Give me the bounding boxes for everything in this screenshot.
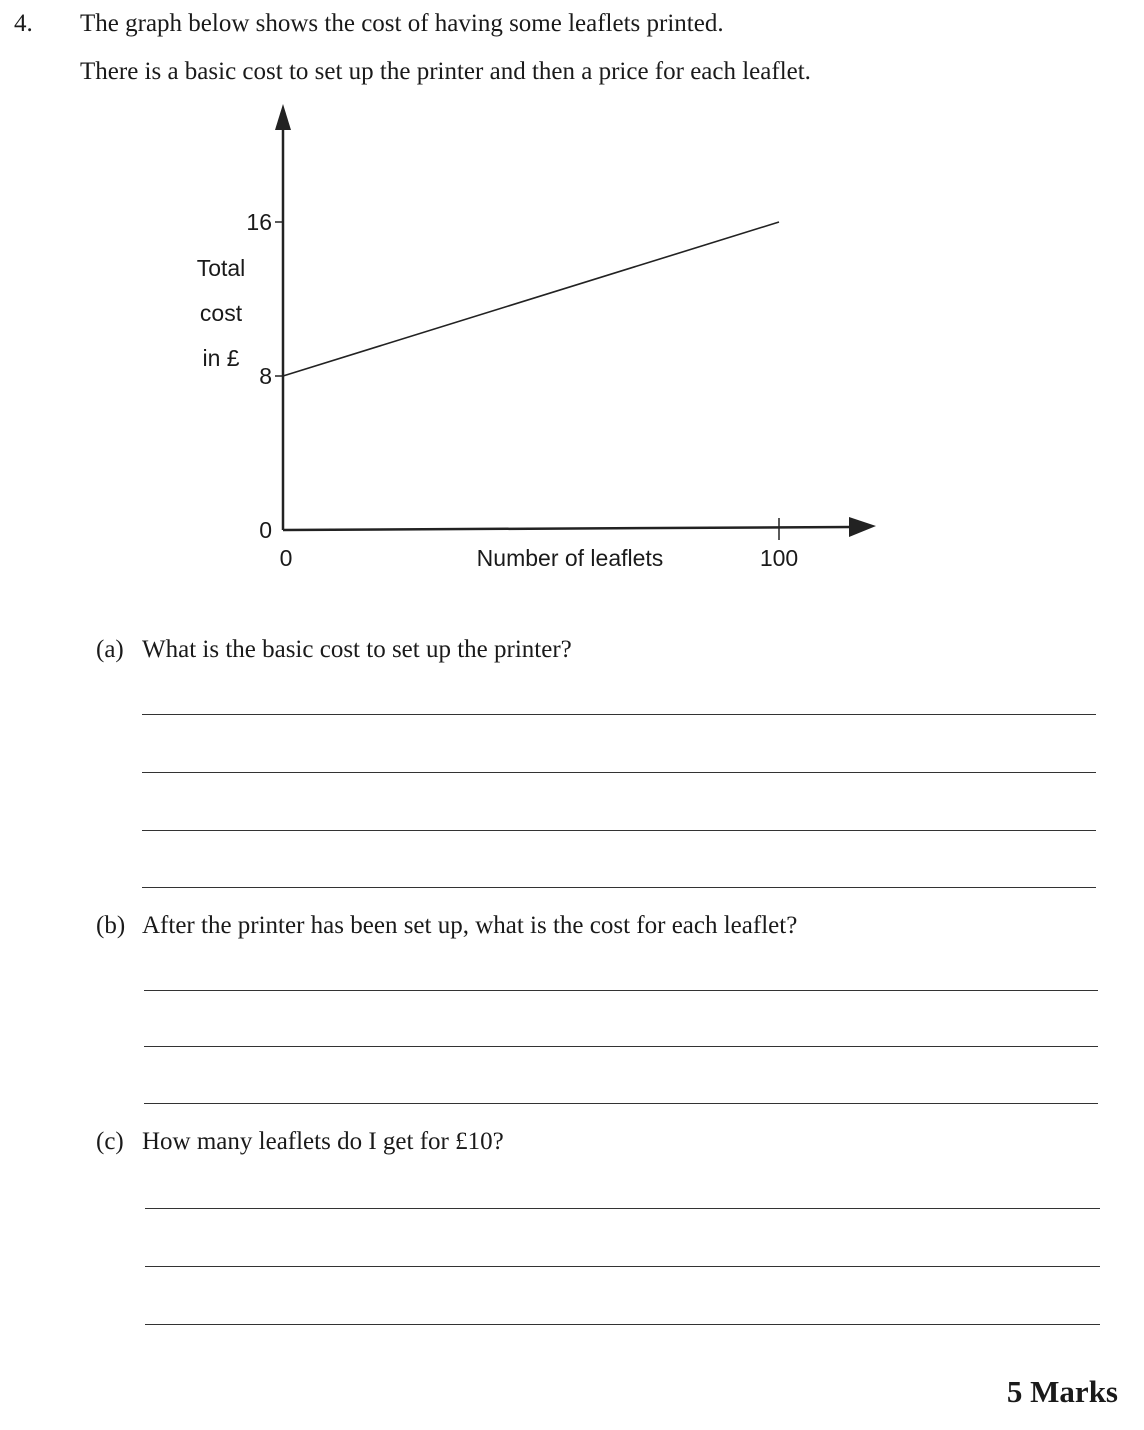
answer-line-b3[interactable]: [144, 1103, 1098, 1104]
question-intro-line-1: The graph below shows the cost of having some leaflets printed.: [80, 10, 724, 37]
answer-line-c1[interactable]: [145, 1208, 1100, 1209]
question-intro-line-2: There is a basic cost to set up the printer and then a price for each leaflet.: [80, 58, 811, 85]
y-tick-label-0: 0: [259, 517, 272, 543]
y-axis-label-line-1: Total: [196, 255, 246, 281]
part-c-text: How many leaflets do I get for £10?: [142, 1128, 504, 1155]
answer-line-b1[interactable]: [144, 990, 1098, 991]
question-number: 4.: [14, 10, 33, 37]
answer-line-b2[interactable]: [144, 1046, 1098, 1047]
cost-graph: [0, 0, 1144, 600]
answer-line-a3[interactable]: [142, 830, 1096, 831]
x-axis: [283, 527, 852, 530]
answer-line-a1[interactable]: [142, 714, 1096, 715]
x-axis-label: Number of leaflets: [476, 545, 664, 571]
y-axis-label-line-3: in £: [202, 345, 240, 371]
y-tick-label-8: 8: [259, 363, 272, 389]
y-axis-label-line-2: cost: [199, 300, 243, 326]
part-a-label: (a): [96, 636, 124, 663]
part-a-text: What is the basic cost to set up the printer?: [142, 636, 572, 663]
marks-total: 5 Marks: [1006, 1374, 1118, 1409]
part-c-question: [96, 1128, 504, 1156]
part-a-question: [96, 636, 572, 664]
series-line-total-cost: [283, 222, 779, 376]
part-b-question: [96, 912, 797, 940]
part-c-label: (c): [96, 1128, 124, 1155]
x-tick-label-0: 0: [279, 545, 293, 571]
answer-line-a4[interactable]: [142, 887, 1096, 888]
x-tick-label-100: 100: [759, 545, 799, 571]
answer-line-a2[interactable]: [142, 772, 1096, 773]
y-axis-arrow: [275, 104, 291, 130]
part-b-label: (b): [96, 912, 126, 939]
part-b-text: After the printer has been set up, what is the cost for each leaflet?: [142, 912, 798, 939]
x-axis-arrow: [849, 517, 876, 537]
answer-line-c2[interactable]: [145, 1266, 1100, 1267]
answer-line-c3[interactable]: [145, 1324, 1100, 1325]
y-tick-label-16: 16: [246, 209, 272, 235]
